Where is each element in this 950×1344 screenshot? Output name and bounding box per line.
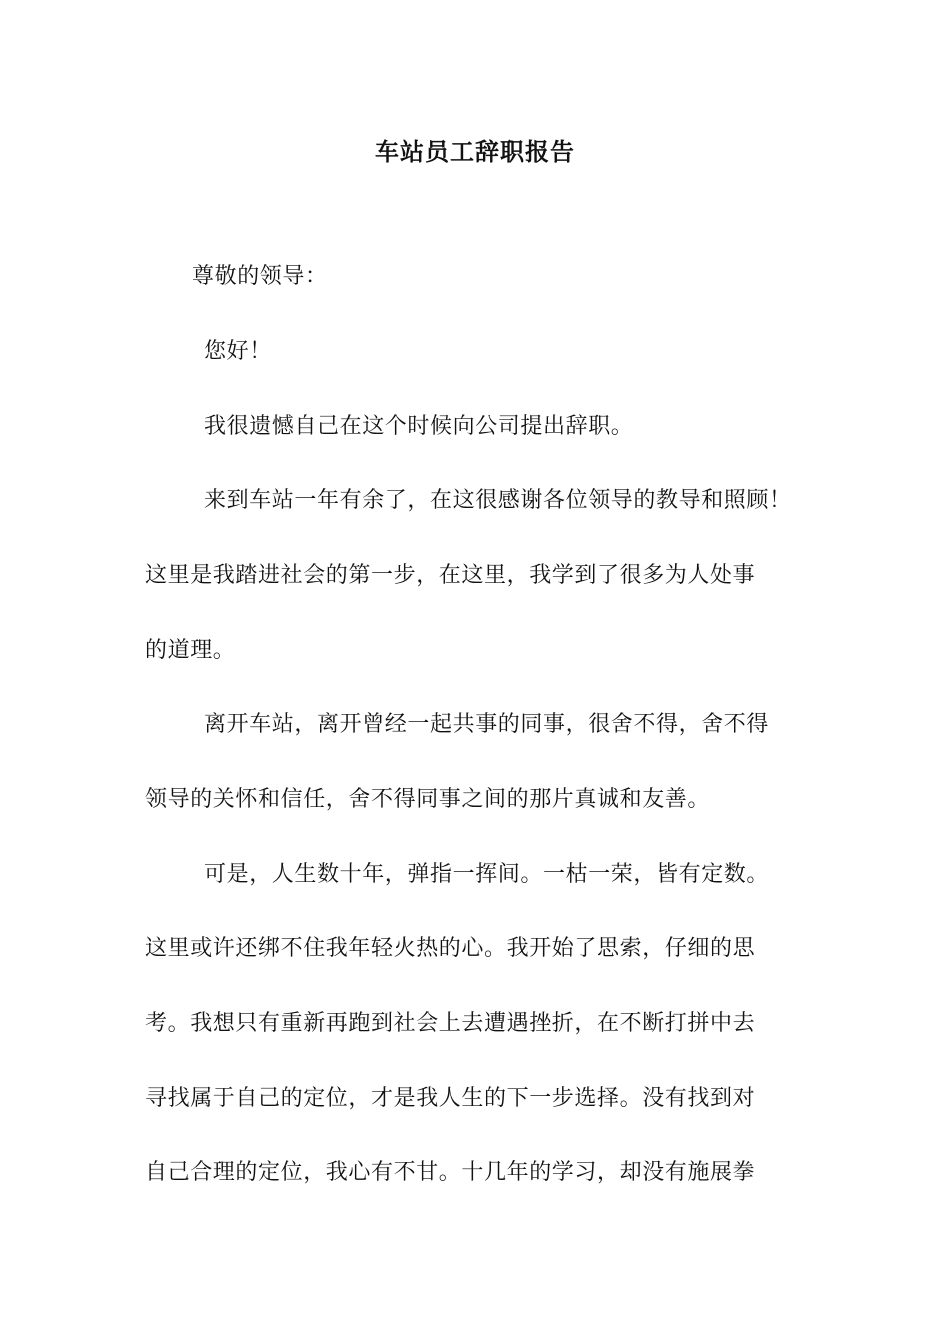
paragraph-line: 我很遗憾自己在这个时候向公司提出辞职。 xyxy=(204,414,634,439)
paragraph-line: 自己合理的定位，我心有不甘。十几年的学习，却没有施展拳 xyxy=(145,1160,756,1185)
document-title: 车站员工辞职报告 xyxy=(375,137,575,166)
paragraph-line: 这里或许还绑不住我年轻火热的心。我开始了思索，仔细的思 xyxy=(145,936,756,961)
paragraph-line: 可是，人生数十年，弹指一挥间。一枯一荣，皆有定数。 xyxy=(204,862,770,887)
paragraph-line: 考。我想只有重新再跑到社会上去遭遇挫折，在不断打拼中去 xyxy=(145,1011,756,1036)
paragraph-line: 领导的关怀和信任，舍不得同事之间的那片真诚和友善。 xyxy=(145,787,711,812)
paragraph-line: 来到车站一年有余了，在这很感谢各位领导的教导和照顾！ xyxy=(204,488,792,513)
paragraph-line: 的道理。 xyxy=(145,638,236,663)
salutation: 尊敬的领导： xyxy=(192,264,328,289)
paragraph-line: 寻找属于自己的定位，才是我人生的下一步选择。没有找到对 xyxy=(145,1086,756,1111)
paragraph-line: 离开车站，离开曾经一起共事的同事，很舍不得，舍不得 xyxy=(204,712,770,737)
paragraph-line: 这里是我踏进社会的第一步，在这里，我学到了很多为人处事 xyxy=(145,563,756,588)
greeting: 您好！ xyxy=(204,339,272,364)
